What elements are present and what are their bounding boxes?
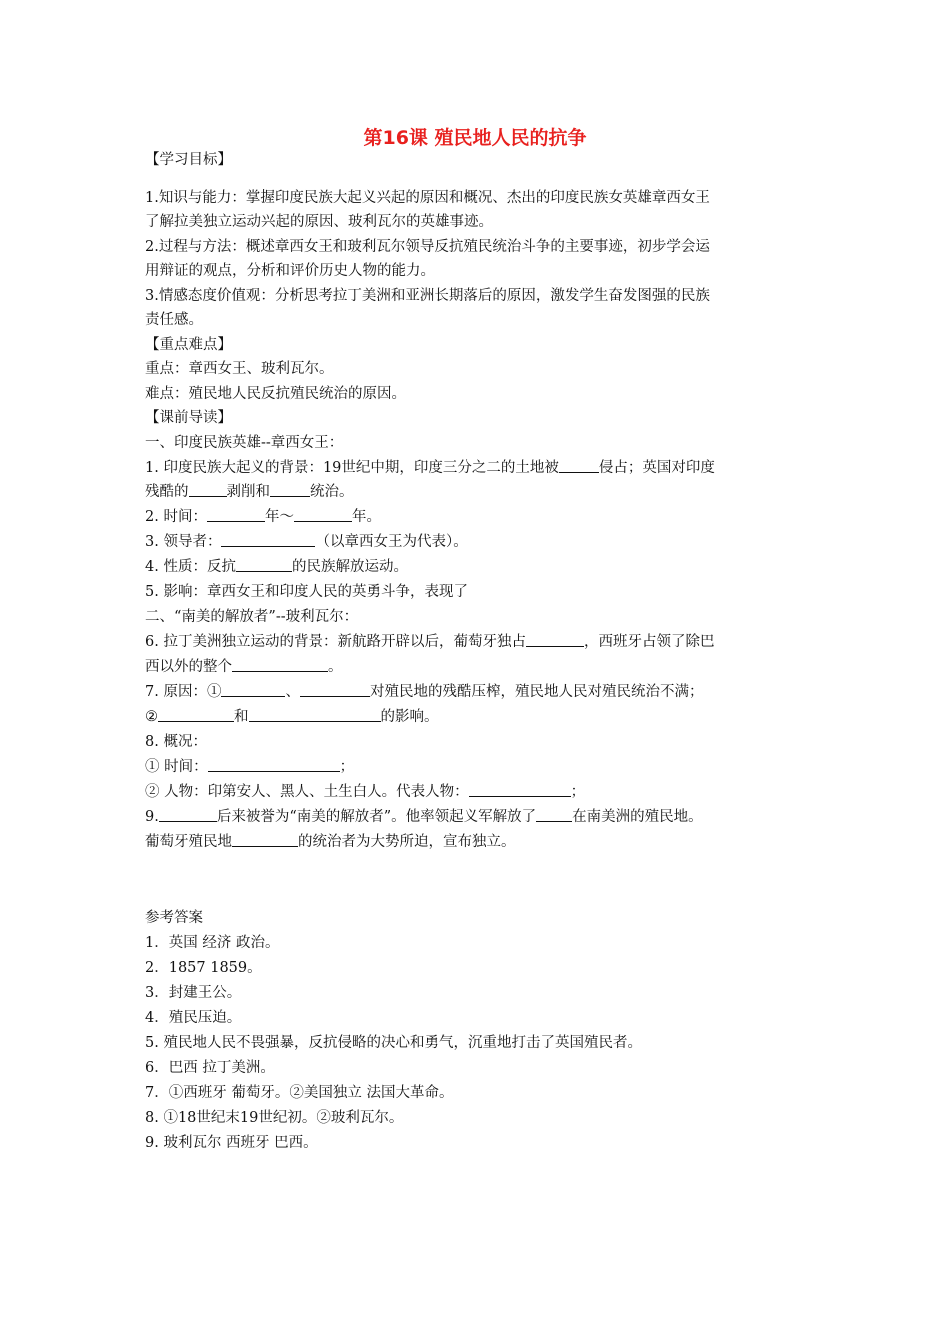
question-8-item-2: ② 人物：印第安人、黑人、土生白人。代表人物： ； xyxy=(145,784,586,800)
blank[interactable] xyxy=(221,532,315,547)
question-9-line-2: 葡萄牙殖民地 的统治者为大势所迫，宣布独立。 xyxy=(145,834,516,850)
blank[interactable] xyxy=(536,807,572,822)
blank[interactable] xyxy=(559,458,599,473)
section-2-heading: 二、“南美的解放者”--玻利瓦尔： xyxy=(145,609,359,625)
answer-7: 7．①西班牙 葡萄牙。②美国独立 法国大革命。 xyxy=(145,1085,454,1101)
section-1-heading: 一、印度民族英雄--章西女王： xyxy=(145,435,344,451)
answer-5: 5. 殖民地人民不畏强暴，反抗侵略的决心和勇气，沉重地打击了英国殖民者。 xyxy=(145,1035,642,1051)
answer-4: 4．殖民压迫。 xyxy=(145,1010,242,1026)
blank[interactable] xyxy=(159,807,217,822)
objective-2-line-2: 用辩证的观点，分析和评价历史人物的能力。 xyxy=(145,263,435,279)
blank[interactable] xyxy=(236,557,292,572)
objective-3-line-2: 责任感。 xyxy=(145,312,203,328)
objective-1-line-2: 了解拉美独立运动兴起的原因、玻利瓦尔的英雄事迹。 xyxy=(145,214,493,230)
answers-heading: 参考答案 xyxy=(145,910,203,926)
blank[interactable] xyxy=(208,757,340,772)
objective-1-line-1: 1.知识与能力：掌握印度民族大起义兴起的原因和概况、杰出的印度民族女英雄章西女王 xyxy=(145,190,710,206)
answer-3: 3．封建王公。 xyxy=(145,985,242,1001)
blank[interactable] xyxy=(189,482,227,497)
objective-2-line-1: 2.过程与方法：概述章西女王和玻利瓦尔领导反抗殖民统治斗争的主要事迹，初步学会运 xyxy=(145,239,710,255)
key-points-heading: 【重点难点】 xyxy=(145,337,232,353)
key-point-focus: 重点：章西女王、玻利瓦尔。 xyxy=(145,361,334,377)
blank[interactable] xyxy=(469,782,571,797)
blank[interactable] xyxy=(300,682,370,697)
blank[interactable] xyxy=(221,682,285,697)
preview-heading: 【课前导读】 xyxy=(145,410,232,426)
objectives-heading: 【学习目标】 xyxy=(145,152,232,168)
blank[interactable] xyxy=(232,657,328,672)
question-4: 4. 性质：反抗 的民族解放运动。 xyxy=(145,559,408,575)
answer-9: 9. 玻利瓦尔 西班牙 巴西。 xyxy=(145,1135,318,1151)
answer-8: 8. ①18世纪末19世纪初。②玻利瓦尔。 xyxy=(145,1110,404,1126)
blank[interactable] xyxy=(158,707,234,722)
question-1-line-1: 1. 印度民族大起义的背景：19世纪中期，印度三分之二的土地被 侵占；英国对印度 xyxy=(145,460,715,476)
answer-1: 1．英国 经济 政治。 xyxy=(145,935,280,951)
question-2: 2. 时间： 年～ 年。 xyxy=(145,509,381,525)
question-1-line-2: 残酷的 剥削和 统治。 xyxy=(145,484,354,500)
key-point-difficulty: 难点：殖民地人民反抗殖民统治的原因。 xyxy=(145,386,406,402)
question-6-line-2: 西以外的整个 。 xyxy=(145,659,343,675)
question-7-line-2: ② 和 的影响。 xyxy=(145,709,439,725)
lesson-title: 第16课 殖民地人民的抗争 xyxy=(363,127,587,149)
answer-6: 6．巴西 拉丁美洲。 xyxy=(145,1060,275,1076)
question-8: 8. 概况： xyxy=(145,734,207,750)
question-7-line-1: 7. 原因：① 、 对殖民地的残酷压榨，殖民地人民对殖民统治不满； xyxy=(145,684,704,700)
blank[interactable] xyxy=(249,707,381,722)
question-3: 3. 领导者： （以章西女王为代表）。 xyxy=(145,534,468,550)
question-6-line-1: 6. 拉丁美洲独立运动的背景：新航路开辟以后，葡萄牙独占 ，西班牙占领了除巴 xyxy=(145,634,715,650)
question-5: 5. 影响：章西女王和印度人民的英勇斗争，表现了 xyxy=(145,584,468,600)
blank[interactable] xyxy=(294,507,352,522)
objective-3-line-1: 3.情感态度价值观：分析思考拉丁美洲和亚洲长期落后的原因，激发学生奋发图强的民族 xyxy=(145,288,710,304)
blank[interactable] xyxy=(270,482,310,497)
blank[interactable] xyxy=(232,832,298,847)
answer-2: 2．1857 1859。 xyxy=(145,960,262,976)
question-9-line-1: 9. 后来被誉为“南美的解放者”。他率领起义军解放了 在南美洲的殖民地。 xyxy=(145,809,703,825)
blank[interactable] xyxy=(207,507,265,522)
question-8-item-1: ① 时间： ； xyxy=(145,759,355,775)
blank[interactable] xyxy=(526,632,584,647)
